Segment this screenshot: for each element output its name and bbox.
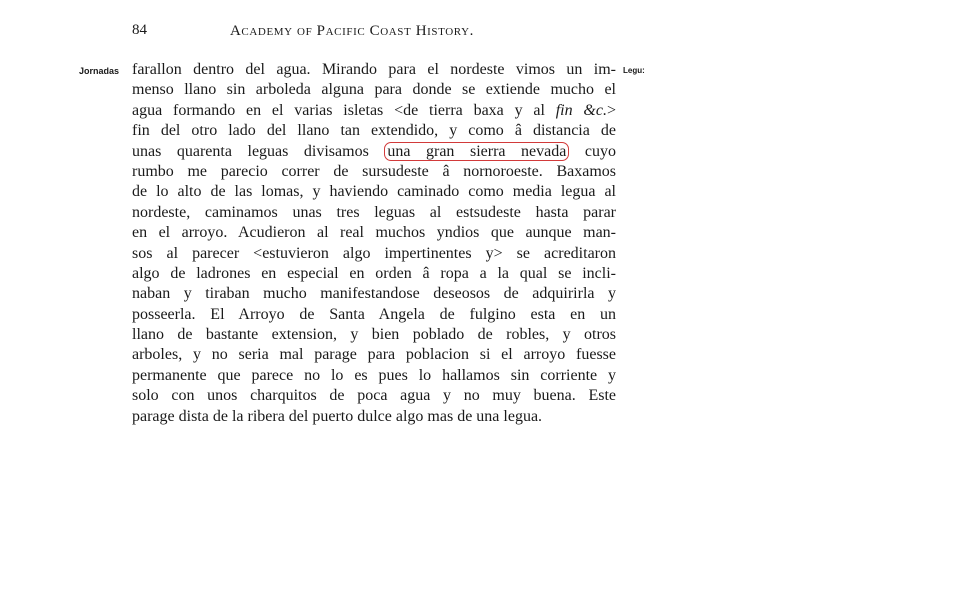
text-line	[132, 101, 616, 121]
line-text: >	[606, 101, 617, 119]
text-line	[132, 223, 616, 243]
text-line	[132, 284, 616, 304]
line-text: permanente que parece no lo es pues lo hallamos sin corriente y	[132, 366, 616, 384]
line-text: naban y tiraban mucho manifestandose deseosos de adquirirla y	[132, 285, 616, 303]
body-text	[132, 60, 616, 427]
text-line	[132, 162, 616, 182]
line-text: fin del otro lado del llano tan extendido, y como â distancia de	[132, 122, 616, 140]
line-text: nordeste, caminamos unas tres leguas al estsudeste hasta parar	[132, 203, 616, 221]
text-line	[132, 203, 616, 223]
line-text: menso llano sin arboleda alguna para donde se extiende mucho el	[132, 81, 616, 99]
line-text: arboles, y no seria mal parage para poblacion si el arroyo fuesse	[132, 346, 616, 364]
running-title: Academy of Pacific Coast History.	[230, 23, 474, 39]
text-line	[132, 386, 616, 406]
line-text: sos al parecer <estuvieron algo impertinentes y> se acreditaron	[132, 244, 616, 262]
line-text: parage dista de la ribera del puerto dulce algo mas de una legua.	[132, 407, 543, 425]
text-line	[132, 305, 616, 325]
text-line	[132, 366, 616, 386]
running-head	[132, 22, 616, 44]
margin-note-leguas: Legu:	[623, 66, 645, 75]
page-number: 84	[132, 22, 147, 38]
text-line	[132, 142, 616, 162]
text-line	[132, 121, 616, 141]
line-text: unas quarenta leguas divisamos	[132, 142, 385, 160]
italic-text: fin &c.	[555, 101, 607, 119]
text-line	[132, 325, 616, 345]
text-line	[132, 80, 616, 100]
line-text: llano de bastante extension, y bien poblado de robles, y otros	[132, 326, 616, 344]
line-text: en el arroyo. Acudieron al real muchos yndios que aunque man-	[132, 224, 616, 242]
text-line	[132, 264, 616, 284]
margin-note-jornadas: Jornadas	[79, 66, 120, 76]
line-text: agua formando en el varias isletas <de tierra baxa y al	[132, 101, 556, 119]
text-line	[132, 60, 616, 80]
text-line	[132, 345, 616, 365]
line-text: farallon dentro del agua. Mirando para el nordeste vimos un im-	[132, 61, 616, 78]
circled-annotation: una gran sierra nevada	[384, 142, 569, 161]
text-line	[132, 182, 616, 202]
line-text: cuyo	[569, 142, 616, 160]
text-line	[132, 407, 616, 427]
line-text: algo de ladrones en especial en orden â ropa a la qual se incli-	[132, 264, 616, 282]
line-text: posseerla. El Arroyo de Santa Angela de fulgino esta en un	[132, 305, 616, 323]
line-text: rumbo me parecio correr de sursudeste â nornoroeste. Baxamos	[132, 162, 616, 180]
line-text: de lo alto de las lomas, y haviendo caminado como media legua al	[132, 183, 616, 201]
text-line	[132, 244, 616, 264]
line-text: solo con unos charquitos de poca agua y no muy buena. Este	[132, 387, 616, 405]
